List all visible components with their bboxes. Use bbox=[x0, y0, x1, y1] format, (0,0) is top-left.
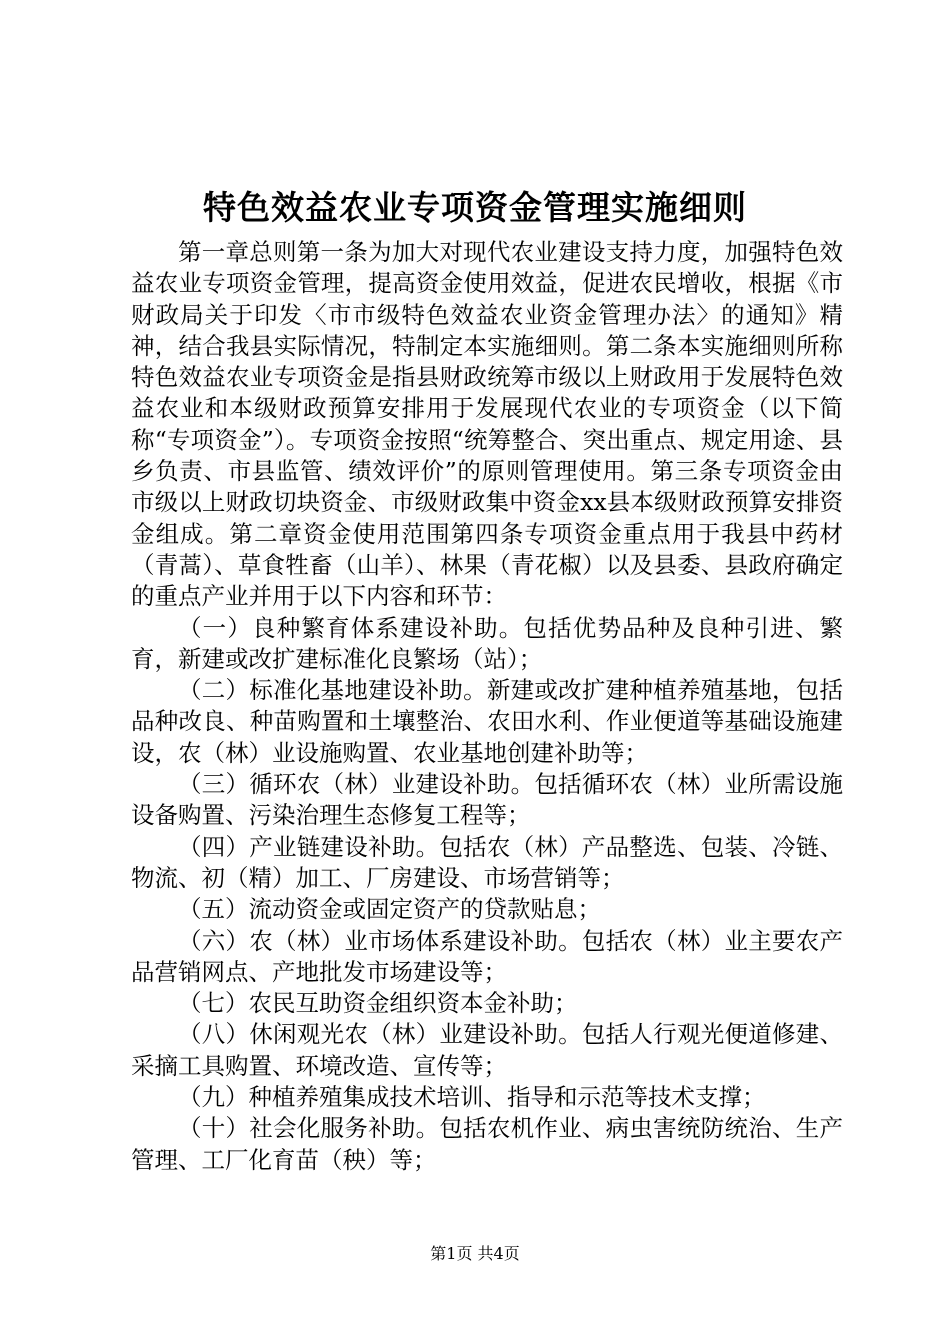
paragraph-item-4: （四）产业链建设补助。包括农（林）产品整选、包装、冷链、物流、初（精）加工、厂房建设、市场营销等； bbox=[131, 832, 843, 892]
page-footer: 第1页 共4页 bbox=[430, 1244, 520, 1263]
paragraph-item-1: （一）良种繁育体系建设补助。包括优势品种及良种引进、繁育，新建或改扩建标准化良繁场（站）； bbox=[131, 613, 843, 673]
paragraph-item-8: （八）休闲观光农（林）业建设补助。包括人行观光便道修建、采摘工具购置、环境改造、宣传等； bbox=[131, 1020, 843, 1080]
paragraph-item-9: （九）种植养殖集成技术培训、指导和示范等技术支撑； bbox=[178, 1083, 766, 1112]
paragraph-item-10: （十）社会化服务补助。包括农机作业、病虫害统防统治、生产管理、工厂化育苗（秧）等； bbox=[131, 1114, 843, 1174]
paragraph-item-3: （三）循环农（林）业建设补助。包括循环农（林）业所需设施设备购置、污染治理生态修复工程等； bbox=[131, 770, 843, 830]
paragraph-general-provisions: 第一章总则第一条为加大对现代农业建设支持力度，加强特色效益农业专项资金管理，提高资金使用效益，促进农民增收，根据《市财政局关于印发〈市市级特色效益农业资金管理办法〉的通知》精神，结合我县实际情况，特制定本实施细则。第二条本实施细则所称特色效益农业专项资金是指县财政统筹市级以上财政用于发展特色效益农业和本级财政预算安排用于发展现代农业的专项资金（以下简称“专项资金”）。专项资金按照“统筹整合、突出重点、规定用途、县乡负责、市县监管、绩效评价”的原则管理使用。第三条专项资金由市级以上财政切块资金、市级财政集中资金xx县本级财政预算安排资金组成。第二章资金使用范围第四条专项资金重点用于我县中药材（青蒿）、草食牲畜（山羊）、林果（青花椒）以及县委、县政府确定的重点产业并用于以下内容和环节： bbox=[131, 238, 843, 611]
paragraph-item-7: （七）农民互助资金组织资本金补助； bbox=[178, 989, 578, 1018]
document-title: 特色效益农业专项资金管理实施细则 bbox=[203, 188, 747, 227]
document-body bbox=[131, 237, 843, 1176]
paragraph-item-2: （二）标准化基地建设补助。新建或改扩建种植养殖基地，包括品种改良、种苗购置和土壤整治、农田水利、作业便道等基础设施建设，农（林）业设施购置、农业基地创建补助等； bbox=[131, 676, 843, 767]
paragraph-item-6: （六）农（林）业市场体系建设补助。包括农（林）业主要农产品营销网点、产地批发市场建设等； bbox=[131, 926, 843, 986]
paragraph-item-5: （五）流动资金或固定资产的贷款贴息； bbox=[178, 895, 601, 924]
